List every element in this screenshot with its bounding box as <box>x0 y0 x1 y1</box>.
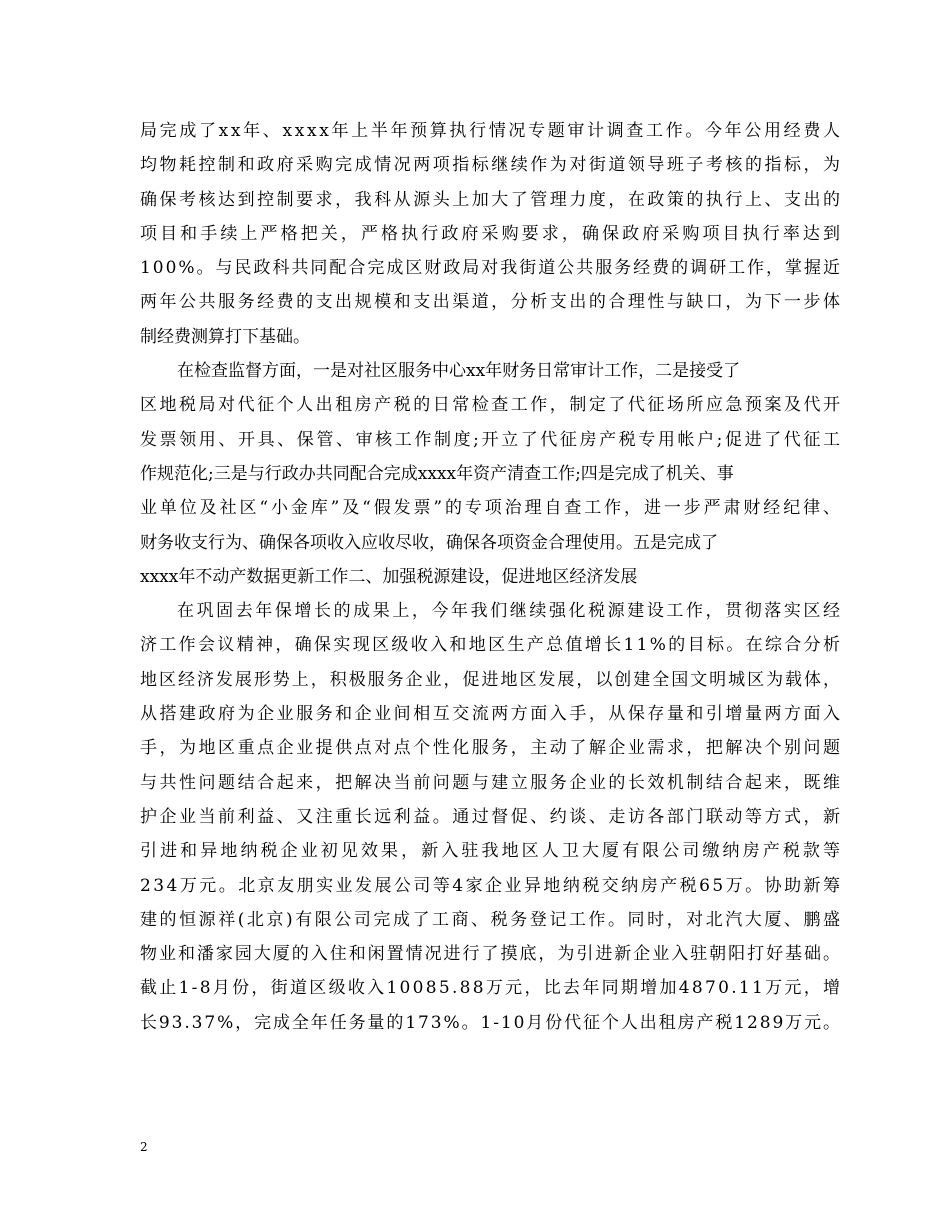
text-line: 制经费测算打下基础。 <box>140 326 310 347</box>
text-line: 两年公共服务经费的支出规模和支出渠道，分析支出的合理性与缺口，为下一步体 <box>140 292 843 313</box>
text-line: 在检查监督方面，一是对社区服务中心xx年财务日常审计工作，二是接受了 <box>177 361 741 382</box>
text-line: 截止1-8月份，街道区级收入10085.88万元，比去年同期增加4870.11万元，增 <box>140 978 843 999</box>
text-line: 从搭建政府为企业服务和企业间相互交流两方面入手，从保存量和引增量两方面入 <box>140 704 843 725</box>
text-line: 济工作会议精神，确保实现区级收入和地区生产总值增长11%的目标。在综合分析 <box>140 635 843 656</box>
text-line: 长93.37%，完成全年任务量的173%。1-10月份代征个人出租房产税1289万元。 <box>140 1012 842 1033</box>
text-line: 在巩固去年保增长的成果上，今年我们继续强化税源建设工作，贯彻落实区经 <box>177 601 843 622</box>
text-line: 100%。与民政科共同配合完成区财政局对我街道公共服务经费的调研工作，掌握近 <box>140 258 842 279</box>
text-line: 发票领用、开具、保管、审核工作制度;开立了代征房产税专用帐户;促进了代征工 <box>140 429 843 450</box>
text-line: 业单位及社区“小金库”及“假发票”的专项治理自查工作，进一步严肃财经纪律、 <box>140 498 843 519</box>
text-line: 地区经济发展形势上，积极服务企业，促进地区发展，以创建全国文明城区为载体， <box>140 669 842 690</box>
text-line: 234万元。北京友朋实业发展公司等4家企业异地纳税交纳房产税65万。协助新筹 <box>140 875 843 896</box>
text-line: 项目和手续上严格把关，严格执行政府采购要求，确保政府采购项目执行率达到 <box>140 223 844 244</box>
text-line: 局完成了xx年、xxxx年上半年预算执行情况专题审计调查工作。今年公用经费人 <box>140 121 843 141</box>
text-line: 物业和潘家园大厦的入住和闲置情况进行了摸底，为引进新企业入驻朝阳打好基础。 <box>140 944 842 965</box>
page-number: 2 <box>140 1140 148 1154</box>
text-line: 护企业当前利益、又注重长远利益。通过督促、约谈、走访各部门联动等方式，新 <box>140 806 843 827</box>
text-line: 建的恒源祥(北京)有限公司完成了工商、税务登记工作。同时，对北汽大厦、鹏盛 <box>140 909 843 930</box>
text-line: 区地税局对代征个人出租房产税的日常检查工作，制定了代征场所应急预案及代开 <box>140 395 843 416</box>
text-line: 作规范化;三是与行政办共同配合完成xxxx年资产清查工作;四是完成了机关、事 <box>140 463 734 484</box>
text-line: xxxx年不动产数据更新工作二、加强税源建设，促进地区经济发展 <box>140 566 638 587</box>
body-text <box>140 114 844 1040</box>
text-line: 与共性问题结合起来，把解决当前问题与建立服务企业的长效机制结合起来，既维 <box>140 772 843 793</box>
text-line: 引进和异地纳税企业初见效果，新入驻我地区人卫大厦有限公司缴纳房产税款等 <box>140 841 844 862</box>
text-line: 手，为地区重点企业提供点对点个性化服务，主动了解企业需求，把解决个别问题 <box>140 738 843 759</box>
text-line: 财务收支行为、确保各项收入应收尽收，确保各项资金合理使用。五是完成了 <box>140 532 718 553</box>
text-line: 均物耗控制和政府采购完成情况两项指标继续作为对街道领导班子考核的指标，为 <box>140 155 843 176</box>
text-line: 确保考核达到控制要求，我科从源头上加大了管理力度，在政策的执行上、支出的 <box>140 189 843 210</box>
